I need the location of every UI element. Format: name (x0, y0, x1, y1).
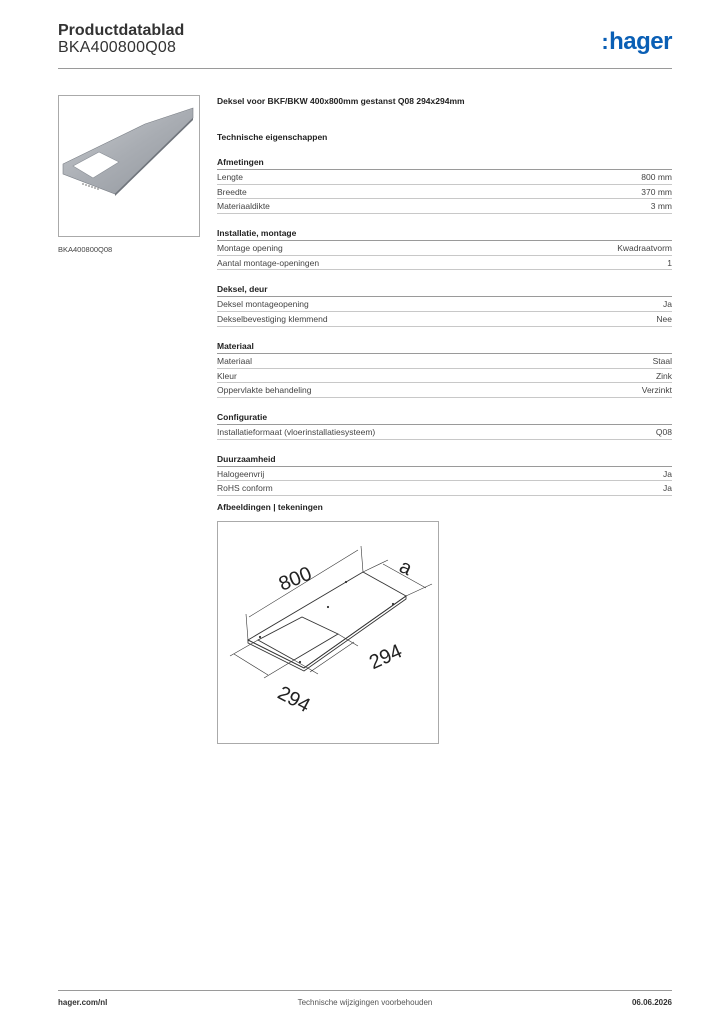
spec-label: Materiaaldikte (217, 201, 270, 212)
spec-label: Lengte (217, 172, 243, 182)
spec-row (217, 425, 672, 440)
spec-label: Kleur (217, 370, 237, 381)
spec-label: Installatieformaat (vloerinstallatiesysteem) (217, 426, 376, 437)
spec-value: Ja (663, 483, 672, 494)
product-specs (217, 95, 672, 496)
footer-divider (58, 990, 672, 991)
section-title: Configuratie (217, 411, 672, 425)
product-code: BKA400800Q08 (58, 39, 177, 56)
photo-caption: BKA400800Q08 (58, 245, 113, 254)
footer-notice: Technische wijzigingen voorbehouden (297, 998, 433, 1007)
spec-label: Aantal montage-openingen (217, 257, 320, 268)
spec-value: 370 mm (641, 186, 672, 197)
website-link[interactable]: hager.com/nl (58, 998, 108, 1007)
section-title: Afmetingen (217, 156, 672, 170)
spec-value: Kwadraatvorm (617, 243, 672, 254)
section-title: Deksel, deur (217, 283, 672, 297)
logo-dots: : (601, 29, 609, 54)
section-configuratie (217, 411, 672, 440)
spec-label: Montage opening (217, 243, 283, 254)
spec-value: Verzinkt (641, 385, 672, 396)
spec-value: Nee (656, 314, 672, 325)
product-photo (58, 95, 200, 237)
dimension-opening-bottom-label: 294 (273, 682, 314, 718)
section-duurzaamheid (217, 453, 672, 496)
spec-value: 1 (667, 257, 672, 268)
spec-row (217, 383, 672, 398)
dimension-drawing (218, 522, 438, 743)
section-deksel (217, 283, 672, 326)
dimension-length-label: 800 (275, 562, 315, 596)
spec-heading: Technische eigenschappen (217, 132, 328, 142)
page-header (58, 20, 672, 68)
spec-label: Breedte (217, 186, 247, 197)
logo-text: hager (609, 28, 672, 55)
section-materiaal (217, 340, 672, 398)
spec-row (217, 170, 672, 185)
spec-label: Oppervlakte behandeling (217, 385, 312, 396)
header-divider (58, 68, 672, 69)
spec-row (217, 185, 672, 200)
section-title: Materiaal (217, 340, 672, 354)
dimension-opening-right-label: 294 (366, 640, 406, 675)
footer-date: 06.06.2026 (631, 998, 672, 1007)
spec-row (217, 312, 672, 327)
hager-logo (601, 28, 672, 56)
spec-row (217, 481, 672, 496)
spec-label: Dekselbevestiging klemmend (217, 314, 328, 325)
spec-value: Ja (663, 299, 672, 310)
spec-label: Halogeenvrij (217, 468, 265, 479)
spec-row (217, 241, 672, 256)
spec-value: Q08 (655, 426, 672, 437)
spec-value: Ja (663, 468, 672, 479)
spec-row (217, 199, 672, 214)
section-title: Duurzaamheid (217, 453, 672, 467)
technical-drawing (217, 521, 439, 744)
spec-row (217, 297, 672, 312)
section-installatie (217, 227, 672, 270)
product-title: Deksel voor BKF/BKW 400x800mm gestanst Q08 294x294mm (217, 96, 465, 106)
spec-value: 3 mm (650, 201, 672, 212)
spec-value: 800 mm (641, 172, 672, 182)
spec-label: Deksel montageopening (217, 299, 309, 310)
page-footer (58, 998, 672, 1010)
spec-row (217, 369, 672, 384)
document-title: Productdatablad (58, 22, 185, 39)
product-photo-illustration (59, 96, 199, 236)
spec-label: RoHS conform (217, 483, 273, 494)
spec-row (217, 354, 672, 369)
spec-row (217, 467, 672, 482)
drawings-heading: Afbeeldingen | tekeningen (217, 502, 323, 512)
spec-value: Staal (652, 355, 672, 366)
spec-label: Materiaal (217, 355, 252, 366)
section-afmetingen (217, 156, 672, 214)
spec-row (217, 256, 672, 271)
spec-value: Zink (655, 370, 672, 381)
section-title: Installatie, montage (217, 227, 672, 241)
dimension-a-label: a (395, 555, 416, 581)
